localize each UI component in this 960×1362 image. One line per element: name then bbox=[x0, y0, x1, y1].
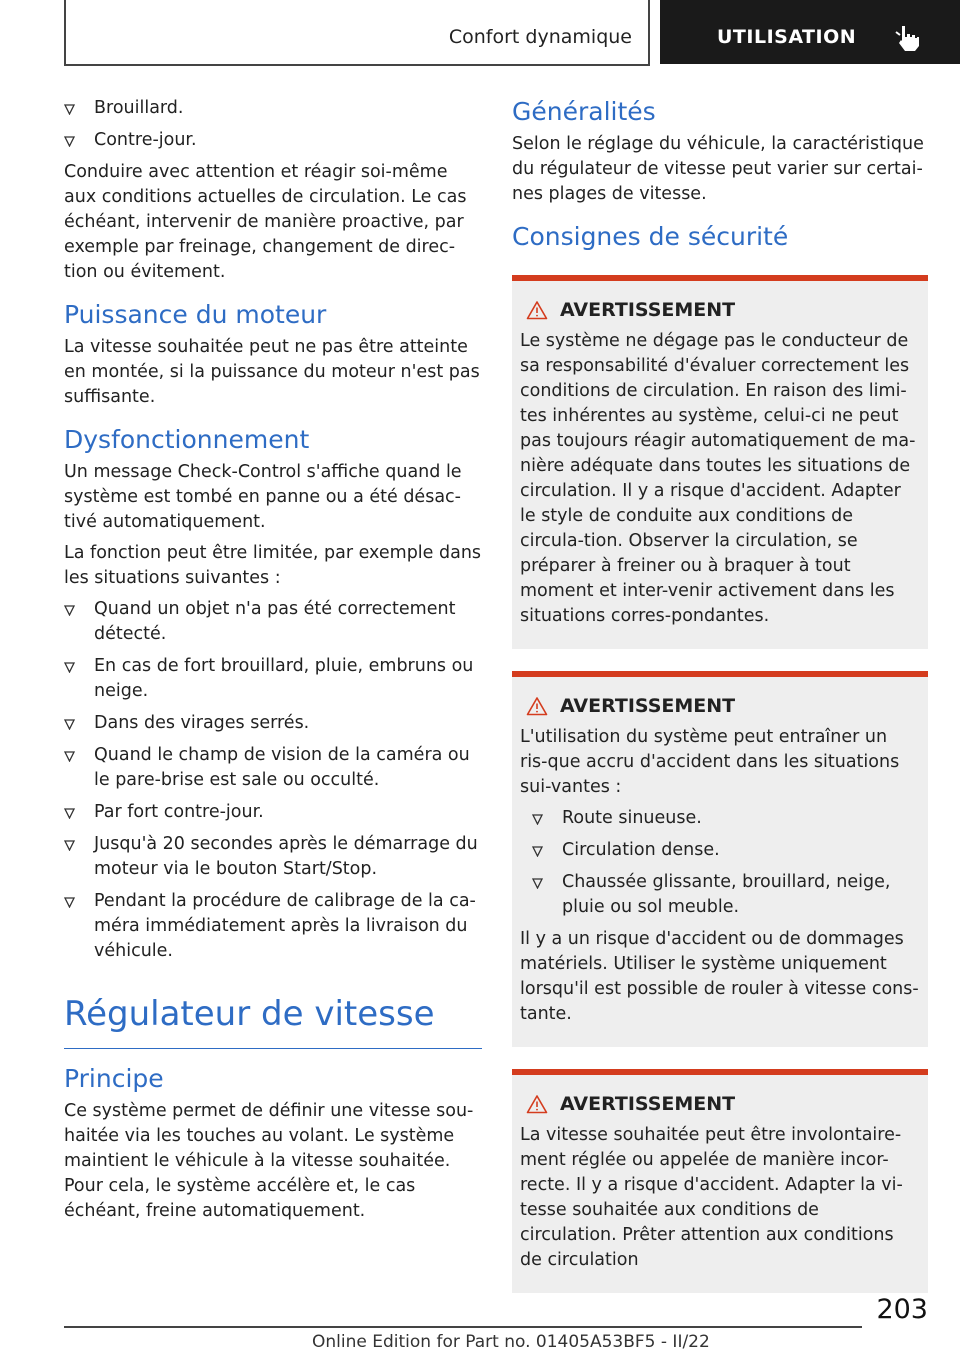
warning-title: AVERTISSEMENT bbox=[520, 1093, 920, 1115]
heading-consignes: Consignes de sécurité bbox=[512, 222, 789, 251]
list-item: Route sinueuse. bbox=[532, 806, 920, 831]
bullet-triangle-icon bbox=[64, 897, 75, 908]
list-item: Dans des virages serrés. bbox=[64, 711, 482, 736]
footer-divider bbox=[64, 1326, 862, 1328]
warning-box bbox=[512, 671, 928, 1047]
warning-title: AVERTISSEMENT bbox=[520, 695, 920, 717]
heading-puissance: Puissance du moteur bbox=[64, 300, 327, 329]
warning-box bbox=[512, 1069, 928, 1293]
list-item: Contre-jour. bbox=[64, 128, 482, 153]
heading-dysfonctionnement: Dysfonctionnement bbox=[64, 425, 310, 454]
warning-triangle-icon bbox=[526, 300, 548, 320]
chapter-title: UTILISATION bbox=[717, 26, 857, 48]
warning-triangle-icon bbox=[526, 696, 548, 716]
paragraph-dysfonction-2: La fonction peut être limitée, par exemple dans les situations suivantes : bbox=[64, 543, 482, 588]
list-item: Brouillard. bbox=[64, 96, 482, 121]
bullet-triangle-icon bbox=[64, 605, 75, 616]
paragraph-dysfonction-1: Un message Check-Control s'affiche quand le système est tombé en panne ou a été désac-tivé automatiquement. bbox=[64, 462, 462, 532]
paragraph-conduire: Conduire avec attention et réagir soi-même aux conditions actuelles de circulation. Le cas échéant, intervenir de manière proactive, par exemple par freinage, changement de direc-tion ou évitement. bbox=[64, 162, 467, 282]
page-header bbox=[0, 0, 960, 66]
bullet-triangle-icon bbox=[532, 878, 543, 889]
page-number: 203 bbox=[876, 1294, 928, 1325]
heading-regulateur: Régulateur de vitesse bbox=[64, 992, 482, 1049]
list-item: Quand le champ de vision de la caméra ou le pare-brise est sale ou occulté. bbox=[64, 743, 482, 793]
left-column bbox=[64, 96, 482, 1230]
list-item: Circulation dense. bbox=[532, 838, 920, 863]
right-column bbox=[512, 96, 928, 1299]
list-item: Jusqu'à 20 secondes après le démarrage du moteur via le bouton Start/Stop. bbox=[64, 832, 482, 882]
bullet-triangle-icon bbox=[64, 808, 75, 819]
chapter-header-box bbox=[660, 0, 960, 64]
section-title: Confort dynamique bbox=[448, 26, 632, 48]
bullet-triangle-icon bbox=[532, 846, 543, 857]
paragraph-puissance: La vitesse souhaitée peut ne pas être atteinte en montée, si la puissance du moteur n'est pas suffisante. bbox=[64, 337, 480, 407]
edition-text: Online Edition for Part no. 01405A53BF5 - II/22 bbox=[312, 1332, 710, 1352]
paragraph-principe: Ce système permet de définir une vitesse sou-haitée via les touches au volant. Le système maintient le véhicule à la vitesse souhaitée. Pour cela, le système accélère et, le cas échéant, freine automatiquement. bbox=[64, 1101, 474, 1221]
warning-text-2: Il y a un risque d'accident ou de dommages matériels. Utiliser le système uniquement lorsqu'il est possible de rouler à vitesse cons-tante. bbox=[520, 929, 919, 1024]
hand-pointer-icon bbox=[894, 24, 922, 52]
section-header-box bbox=[64, 0, 650, 66]
list-item: Quand un objet n'a pas été correctement détecté. bbox=[64, 597, 482, 647]
warning-box bbox=[512, 275, 928, 649]
heading-generalites: Généralités bbox=[512, 97, 656, 126]
bullet-triangle-icon bbox=[64, 840, 75, 851]
warning-text: Le système ne dégage pas le conducteur de sa responsabilité d'évaluer correctement les conditions de circulation. En raison des limi-tes inhérentes au système, celui-ci ne peut pas toujours réagir automatiquement de ma-nière adéquate dans toutes les situations de circulation. Il y a risque d'accident. Adapter le style de conduite aux conditions de circula-tion. Observer la circulation, se préparer à freiner ou à braquer à tout moment et inter-venir activement dans les situations corres-pondantes. bbox=[520, 331, 916, 626]
bullet-triangle-icon bbox=[532, 814, 543, 825]
warning-title: AVERTISSEMENT bbox=[520, 299, 920, 321]
list-item: En cas de fort brouillard, pluie, embruns ou neige. bbox=[64, 654, 482, 704]
warning-text: La vitesse souhaitée peut être involontaire-ment réglée ou appelée de manière incor-recte. Il y a risque d'accident. Adapter la vi-tesse souhaitée aux conditions de circulation. Prêter attention aux conditions de circulation bbox=[520, 1125, 903, 1270]
heading-principe: Principe bbox=[64, 1064, 164, 1093]
warning-text: L'utilisation du système peut entraîner un ris-que accru d'accident dans les situations sui-vantes : bbox=[520, 727, 900, 797]
bullet-triangle-icon bbox=[64, 662, 75, 673]
bullet-triangle-icon bbox=[64, 719, 75, 730]
list-item: Chaussée glissante, brouillard, neige, pluie ou sol meuble. bbox=[532, 870, 920, 920]
bullet-triangle-icon bbox=[64, 136, 75, 147]
bullet-triangle-icon bbox=[64, 751, 75, 762]
list-item: Pendant la procédure de calibrage de la ca-méra immédiatement après la livraison du véhicule. bbox=[64, 889, 482, 964]
list-item: Par fort contre-jour. bbox=[64, 800, 482, 825]
paragraph-generalites: Selon le réglage du véhicule, la caractéristique du régulateur de vitesse peut varier sur certai-nes plages de vitesse. bbox=[512, 134, 924, 204]
warning-triangle-icon bbox=[526, 1094, 548, 1114]
bullet-triangle-icon bbox=[64, 104, 75, 115]
